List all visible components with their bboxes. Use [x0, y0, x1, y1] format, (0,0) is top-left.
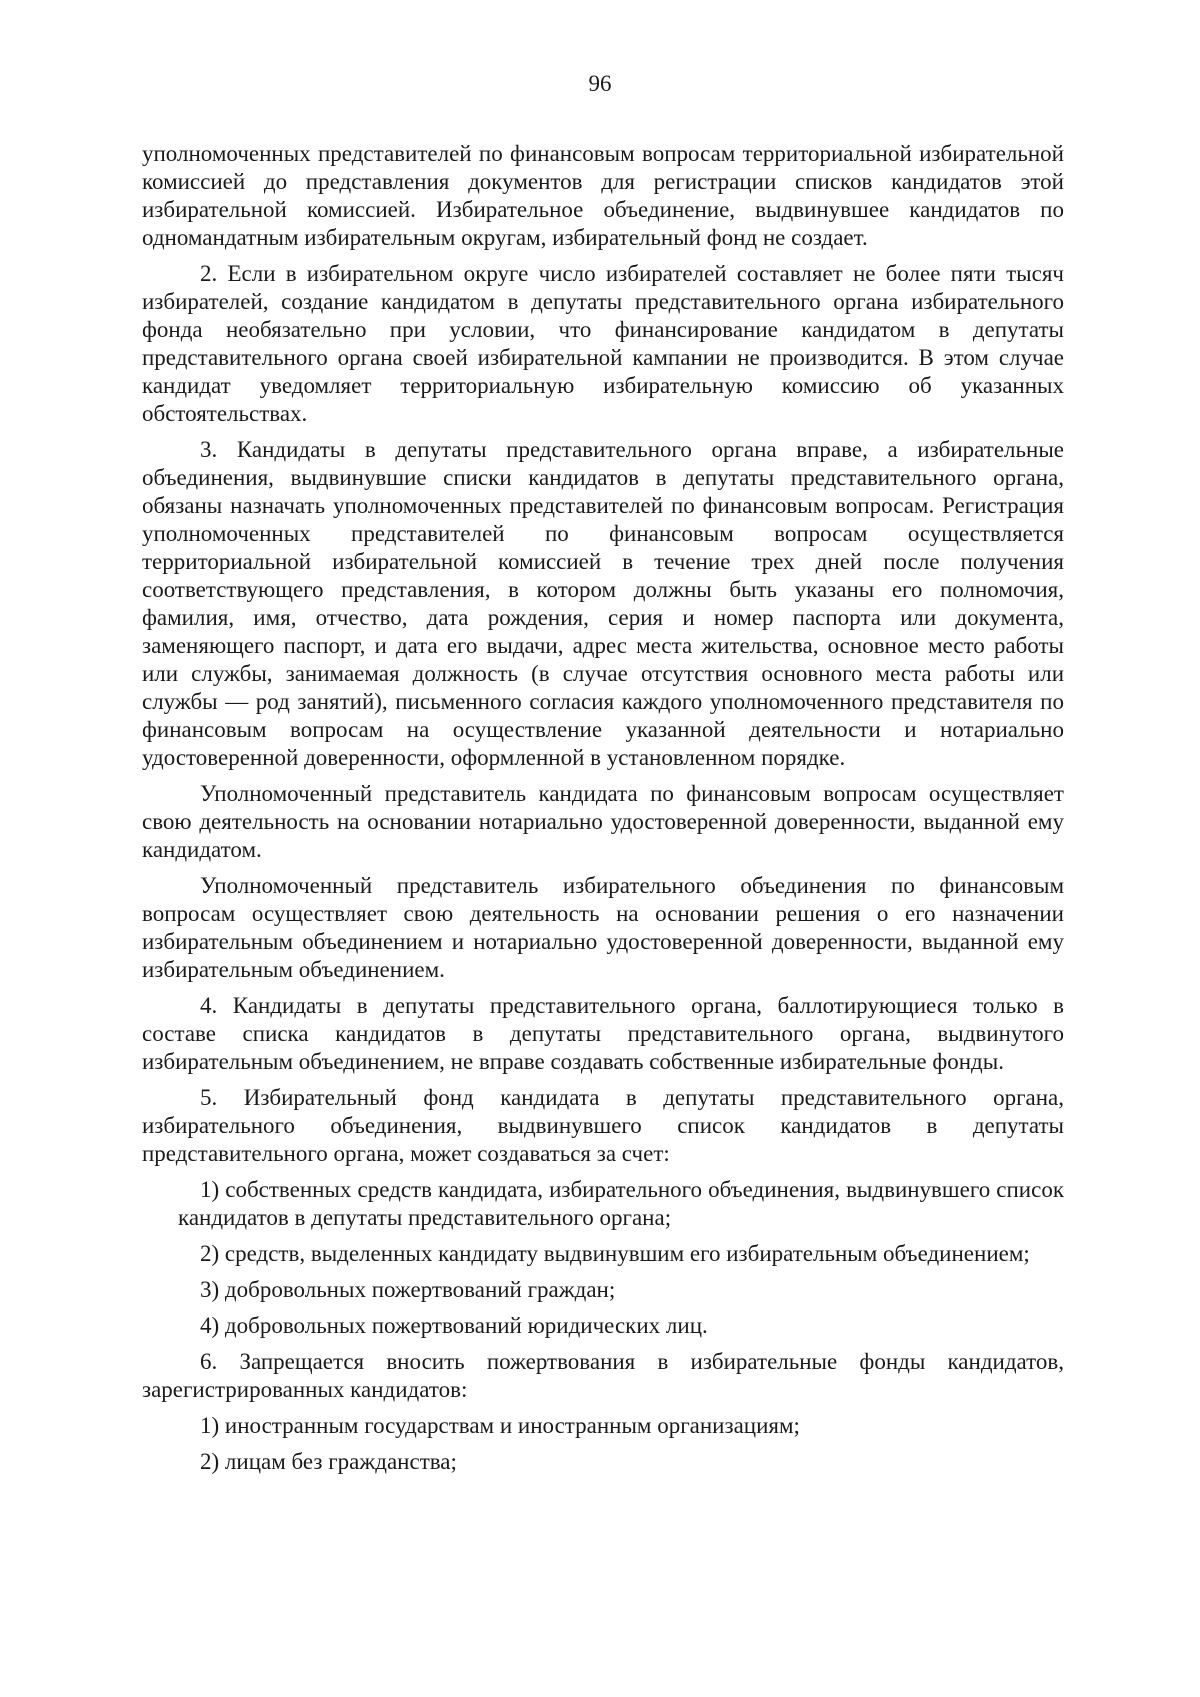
list-item: 3) добровольных пожертвований граждан; [200, 1277, 616, 1302]
paragraph-item-5: 5. Избирательный фонд кандидата в депутаты представительного органа, избирательного объединения, выдвинувшего список кандидатов в депутаты представительного органа, может создаваться за счет: [142, 1085, 1064, 1166]
list-item: 1) собственных средств кандидата, избирательного объединения, выдвинувшего список кандидатов в депутаты представительного органа; [178, 1177, 1064, 1230]
list-item: 1) иностранным государствам и иностранным организациям; [200, 1413, 800, 1438]
paragraph-item-3: 3. Кандидаты в депутаты представительного органа вправе, а избирательные объединения, выдвинувшие списки кандидатов в депутаты представительного органа, обязаны назначать уполномоченных представителей по финансовым вопросам. Регистрация уполномоченных представителей по финансовым вопросам осуществляется территориальной избирательной комиссией в течение трех дней после получения соответствующего представления, в котором должны быть указаны его полномочия, фамилия, имя, отчество, дата рождения, серия и номер паспорта или документа, заменяющего паспорт, и дата его выдачи, адрес места жительства, основное место работы или службы, занимаемая должность (в случае отсутствия основного места работы или службы — род занятий), письменного согласия каждого уполномоченного представителя по финансовым вопросам на осуществление указанной деятельности и нотариально удостоверенной доверенности, оформленной в установленном порядке. [142, 437, 1064, 770]
page-number: 96 [588, 71, 612, 96]
paragraph-item-2: 2. Если в избирательном округе число избирателей составляет не более пяти тысяч избирателей, создание кандидатом в депутаты представительного органа избирательного фонда необязательно при условии, что финансирование кандидатом в депутаты представительного органа своей избирательной кампании не производится. В этом случае кандидат уведомляет территориальную избирательную комиссию об указанных обстоятельствах. [142, 261, 1064, 426]
paragraph-item-6: 6. Запрещается вносить пожертвования в избирательные фонды кандидатов, зарегистрированных кандидатов: [142, 1349, 1064, 1402]
paragraph-association-representative: Уполномоченный представитель избирательного объединения по финансовым вопросам осуществляет свою деятельность на основании решения о его назначении избирательным объединением и нотариально удостоверенной доверенности, выданной ему избирательным объединением. [142, 873, 1064, 982]
list-item: 2) средств, выделенных кандидату выдвинувшим его избирательным объединением; [200, 1241, 1030, 1266]
list-item: 4) добровольных пожертвований юридических лиц. [200, 1313, 708, 1338]
paragraph-candidate-representative: Уполномоченный представитель кандидата по финансовым вопросам осуществляет свою деятельность на основании нотариально удостоверенной доверенности, выданной ему кандидатом. [142, 781, 1064, 862]
paragraph-item-4: 4. Кандидаты в депутаты представительного органа, баллотирующиеся только в составе списка кандидатов в депутаты представительного органа, выдвинутого избирательным объединением, не вправе создавать собственные избирательные фонды. [142, 993, 1064, 1074]
list-item: 2) лицам без гражданства; [200, 1449, 457, 1474]
paragraph-continuation: уполномоченных представителей по финансовым вопросам территориальной избирательной комиссией до представления документов для регистрации списков кандидатов этой избирательной комиссией. Избирательное объединение, выдвинувшее кандидатов по одномандатным избирательным округам, избирательный фонд не создает. [142, 141, 1064, 250]
page-body [142, 140, 1064, 1484]
